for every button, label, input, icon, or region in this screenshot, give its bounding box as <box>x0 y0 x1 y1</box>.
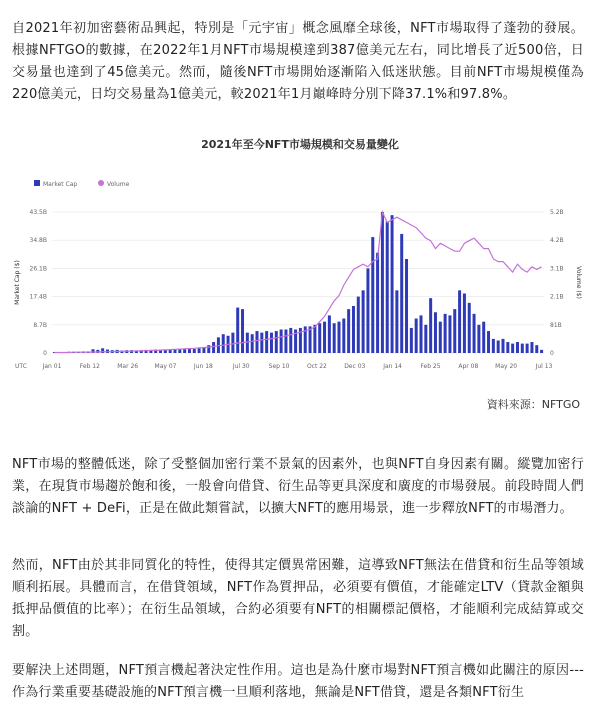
market-cap-bar <box>289 328 292 353</box>
y-right-tick-label: 81B <box>550 321 562 329</box>
chart-svg <box>0 132 600 412</box>
market-cap-bar <box>231 333 234 353</box>
market-cap-bar <box>193 349 196 353</box>
market-cap-bar <box>212 342 215 353</box>
x-tick-label: Sep 10 <box>268 363 290 370</box>
y-right-tick-label: 4.2B <box>550 237 564 245</box>
market-cap-bar <box>506 342 509 353</box>
market-cap-bar <box>284 330 287 354</box>
market-cap-bar <box>502 339 505 353</box>
market-cap-bar <box>410 328 413 353</box>
x-timezone-label: UTC <box>15 363 27 370</box>
x-tick-label: Jul 13 <box>535 363 553 370</box>
y-left-tick-label: 34.8B <box>29 237 47 245</box>
paragraph-market-slump: NFT市場的整體低迷，除了受整個加密行業不景氣的因素外，也與NFT自身因素有關。縱覽加密行業，在現貨市場趨於飽和後，一般會向借貸、衍生品等更具深度和廣度的市場發展。前段時間人們談論的NFT + DeFi，正是在做此類嘗試，以擴大NFT的應用場景，進一步釋放NFT的市場潛力。 <box>12 457 584 516</box>
market-cap-bar <box>236 308 239 353</box>
nft-market-chart <box>0 132 600 412</box>
chart-legend <box>34 180 130 188</box>
x-tick-label: May 07 <box>154 363 177 370</box>
market-cap-bar <box>477 325 480 353</box>
x-tick-label: Oct 22 <box>306 363 327 370</box>
market-cap-bar <box>535 345 538 353</box>
y-right-tick-label: 5.2B <box>550 209 564 216</box>
chart-title: 2021年至今NFT市場規模和交易量變化 <box>201 138 399 151</box>
x-tick-label: May 20 <box>495 363 518 370</box>
market-cap-bar <box>357 297 360 353</box>
market-cap-bar <box>251 334 254 353</box>
x-tick-label: Apr 08 <box>458 363 479 370</box>
market-cap-bar <box>448 315 451 353</box>
source-note: 資料來源：NFTGO <box>486 398 580 411</box>
market-cap-bar <box>463 293 466 353</box>
market-cap-bar <box>328 315 331 353</box>
x-tick-label: Jan 01 <box>42 363 62 370</box>
market-cap-bar <box>318 323 321 353</box>
market-cap-bar <box>391 215 394 353</box>
market-cap-bar <box>530 342 533 353</box>
market-cap-bar <box>256 331 259 353</box>
market-cap-bar <box>313 325 316 353</box>
market-cap-bar <box>347 309 350 353</box>
market-cap-bar <box>366 268 369 353</box>
market-cap-bar <box>376 253 379 353</box>
market-cap-bar <box>497 340 500 353</box>
market-cap-bar <box>429 298 432 353</box>
y-left-axis-title: Market Cap ($) <box>14 260 21 305</box>
market-cap-bar <box>386 221 389 353</box>
market-cap-bar <box>381 212 384 353</box>
x-tick-label: Feb 12 <box>79 363 100 370</box>
paragraph-oracle: 要解決上述問題，NFT預言機起著決定性作用。這也是為什麼市場對NFT預言機如此關注的原因---作為行業重要基礎設施的NFT預言機一旦順利落地，無論是NFT借貸，還是各類NFT衍生 <box>12 663 584 700</box>
y-left-tick-label: 8.7B <box>33 321 47 329</box>
y-left-tick-label: 43.5B <box>29 209 47 216</box>
x-tick-label: Dec 03 <box>344 363 366 370</box>
market-cap-bar <box>540 350 543 353</box>
market-cap-bar <box>439 322 442 353</box>
market-cap-bar <box>352 306 355 353</box>
market-cap-bar <box>405 259 408 353</box>
market-cap-bar <box>526 344 529 353</box>
x-tick-label: Feb 25 <box>420 363 441 370</box>
market-cap-bar <box>521 344 524 353</box>
x-tick-label: Mar 26 <box>117 363 139 370</box>
market-cap-bar <box>342 319 345 353</box>
paragraph-pricing-difficulty: 然而，NFT由於其非同質化的特性，使得其定價異常困難，這導致NFT無法在借貸和衍生品等領域順利拓展。具體而言，在借貸領域，NFT作為質押品，必須要有價值，才能確定LTV（貸款金額與抵押品價值的比率）；在衍生品領域，合約必須要有NFT的相關標記價格，才能順利完成結算或交割。 <box>12 558 584 639</box>
market-cap-bar <box>473 314 476 353</box>
market-cap-bar <box>270 333 273 353</box>
x-tick-label: Jan 14 <box>383 363 403 370</box>
y-right-tick-label: 3.1B <box>550 265 564 273</box>
y-right-axis-title: Volume ($) <box>575 266 582 299</box>
market-cap-bar <box>453 309 456 353</box>
market-cap-bar <box>482 322 485 353</box>
market-cap-bar <box>468 303 471 353</box>
market-cap-bar <box>371 237 374 353</box>
market-cap-bar <box>222 334 225 353</box>
market-cap-bar <box>415 319 418 353</box>
market-cap-bar <box>333 323 336 353</box>
market-cap-bar <box>458 290 461 353</box>
market-cap-bars <box>53 212 543 353</box>
market-cap-bar <box>400 234 403 353</box>
market-cap-bar <box>323 322 326 353</box>
market-cap-bar <box>516 342 519 353</box>
market-cap-bar <box>188 349 191 353</box>
market-cap-bar <box>260 333 263 353</box>
legend-label-volume: Volume <box>107 181 130 188</box>
market-cap-bar <box>275 331 278 353</box>
legend-swatch-volume <box>98 180 104 186</box>
market-cap-bar <box>362 290 365 353</box>
market-cap-bar <box>202 348 205 353</box>
market-cap-bar <box>420 315 423 353</box>
y-left-tick-label: 17.4B <box>29 293 47 301</box>
market-cap-bar <box>338 322 341 353</box>
market-cap-bar <box>246 333 249 353</box>
market-cap-bar <box>265 331 268 353</box>
y-right-tick-label: 2.1B <box>550 293 564 301</box>
market-cap-bar <box>280 330 283 354</box>
market-cap-bar <box>511 344 514 353</box>
y-left-tick-label: 0 <box>43 350 47 357</box>
market-cap-bar <box>424 325 427 353</box>
x-tick-label: Jun 18 <box>193 363 213 370</box>
market-cap-bar <box>492 339 495 353</box>
y-right-tick-label: 0 <box>550 350 554 357</box>
legend-swatch-market-cap <box>34 180 40 186</box>
market-cap-bar <box>395 290 398 353</box>
y-left-tick-label: 26.1B <box>29 265 47 273</box>
market-cap-bar <box>487 331 490 353</box>
market-cap-bar <box>198 348 201 353</box>
market-cap-bar <box>444 314 447 353</box>
market-cap-bar <box>183 349 186 353</box>
legend-label-market-cap: Market Cap <box>43 181 78 188</box>
x-tick-label: Jul 30 <box>232 363 250 370</box>
market-cap-bar <box>434 312 437 353</box>
market-cap-bar <box>241 309 244 353</box>
paragraph-intro: 自2021年初加密藝術品興起，特別是「元宇宙」概念風靡全球後，NFT市場取得了蓬勃的發展。根據NFTGO的數據，在2022年1月NFT市場規模達到387億美元左右，同比增長了近500倍，日交易量也達到了45億美元。然而，隨後NFT市場開始逐漸陷入低迷狀態。目前NFT市場規模僅為220億美元，日均交易量為1億美元，較2021年1月巔峰時分別下降37.1%和97.8%。 <box>12 21 584 102</box>
